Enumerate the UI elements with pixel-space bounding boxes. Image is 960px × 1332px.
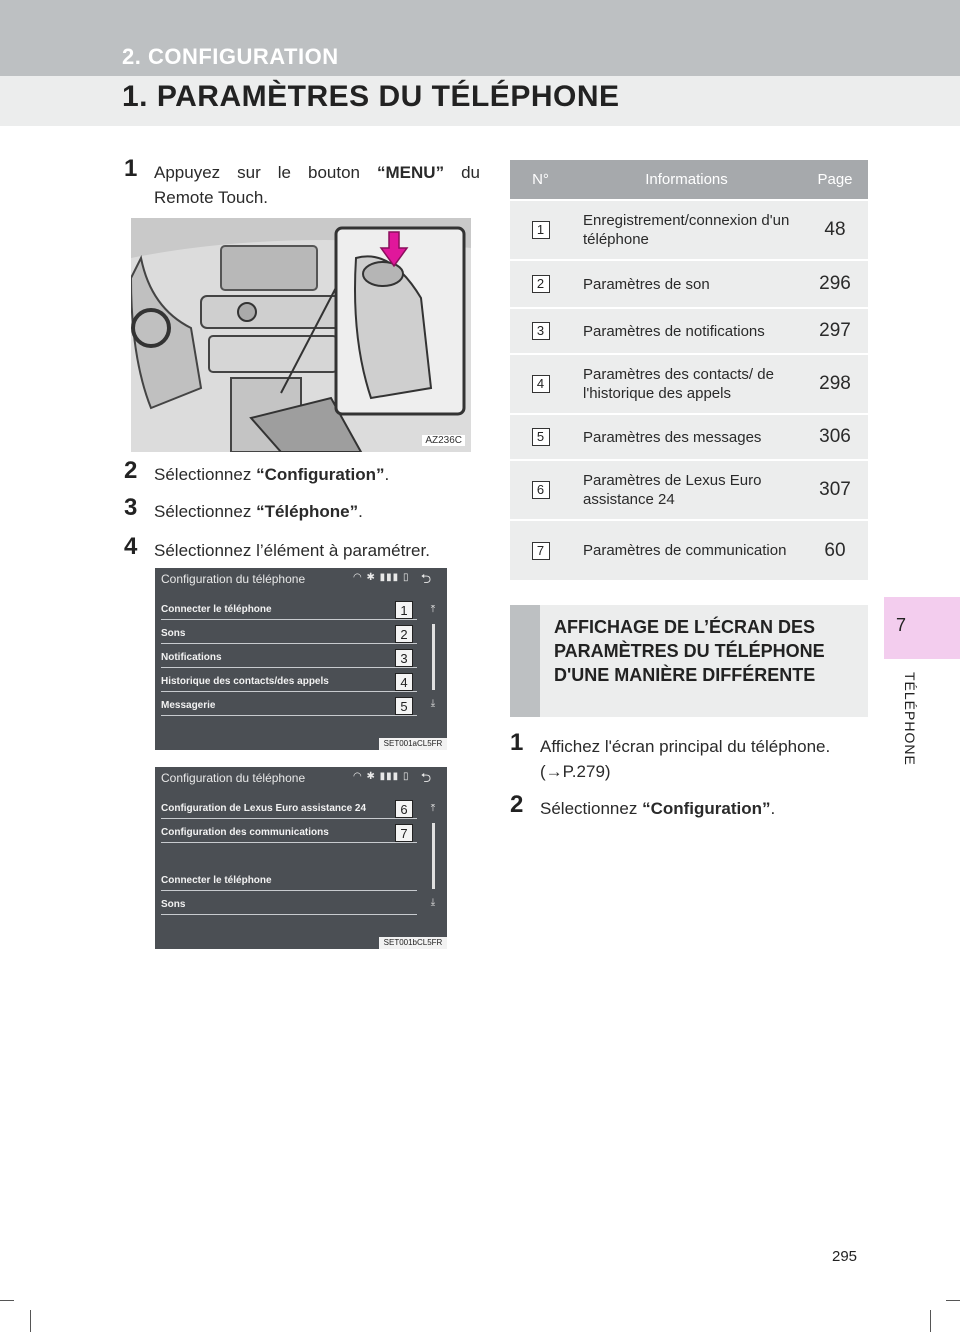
page-number: 295 <box>832 1248 858 1265</box>
settings-table <box>510 160 868 580</box>
crop-mark <box>0 1300 14 1301</box>
menu-item-messaging[interactable]: Messagerie 5 <box>161 698 417 716</box>
menu-item-history[interactable]: Historique des contacts/des appels 4 <box>161 674 417 692</box>
step-1: 1 Appuyez sur le bouton “MENU” du Remote Touch. <box>124 155 480 207</box>
scroll-down-icon[interactable]: ⤓ <box>430 698 436 709</box>
scrollbar[interactable] <box>432 823 435 889</box>
step-3: 3 Sélectionnez “Téléphone”. <box>124 494 363 521</box>
table-row: 5 Paramètres des messages 306 <box>510 414 868 460</box>
header-num: N° <box>510 160 571 200</box>
step-number: 1 <box>124 155 138 182</box>
step-4: 4 Sélectionnez l’élément à paramétrer. <box>124 533 430 560</box>
phone-settings-screen-2 <box>155 767 447 949</box>
alt-step-2: 2 Sélectionnez “Configuration”. <box>510 791 776 818</box>
alt-step-1: 1 Affichez l'écran principal du téléphone. (→P.279) <box>510 729 831 781</box>
crop-mark <box>946 1300 960 1301</box>
menu-item-sounds[interactable]: Sons 2 <box>161 626 417 644</box>
screen-header <box>155 568 447 590</box>
back-icon[interactable]: ⮌ <box>420 571 432 586</box>
menu-item-euro-assistance[interactable]: Configuration de Lexus Euro assistance 24 6 <box>161 801 417 819</box>
crop-mark <box>30 1310 31 1332</box>
menu-item-notifications[interactable]: Notifications 3 <box>161 650 417 668</box>
step-2: 2 Sélectionnez “Configuration”. <box>124 457 390 484</box>
table-row: 2 Paramètres de son 296 <box>510 260 868 308</box>
scroll-up-icon[interactable]: ⤒ <box>430 604 436 615</box>
screen-header <box>155 767 447 789</box>
dashboard-photo <box>131 218 471 452</box>
section-label: 2. CONFIGURATION <box>122 44 339 69</box>
subsection-bar <box>510 605 540 717</box>
header-info: Informations <box>571 160 802 200</box>
menu-item-sounds[interactable]: Sons <box>161 897 417 915</box>
screen-code: SET001aCL5FR <box>379 738 447 750</box>
status-icons: ◠ ✱ ▮▮▮ ▯ <box>353 771 410 782</box>
table-row: 7 Paramètres de communication 60 <box>510 520 868 580</box>
status-icons: ◠ ✱ ▮▮▮ ▯ <box>353 572 410 583</box>
table-row: 6 Paramètres de Lexus Euro assistance 24 307 <box>510 460 868 520</box>
screen-code: SET001bCL5FR <box>379 937 447 949</box>
table-row: 3 Paramètres de notifications 297 <box>510 308 868 354</box>
table-header-row <box>510 160 868 200</box>
phone-settings-screen-1 <box>155 568 447 750</box>
table-row: 1 Enregistrement/connexion d'un téléphone 48 <box>510 200 868 260</box>
menu-item-communications[interactable]: Configuration des communications 7 <box>161 825 417 843</box>
menu-item-connect-phone[interactable]: Connecter le téléphone <box>161 873 417 891</box>
subsection-header <box>510 605 868 717</box>
chapter-label: TÉLÉPHONE <box>902 672 918 766</box>
back-icon[interactable]: ⮌ <box>420 770 432 785</box>
figure-code: AZ236C <box>422 435 465 446</box>
scrollbar[interactable] <box>432 624 435 690</box>
scroll-up-icon[interactable]: ⤒ <box>430 803 436 814</box>
chapter-number: 7 <box>896 615 907 635</box>
page-title: 1. PARAMÈTRES DU TÉLÉPHONE <box>122 80 620 113</box>
screen-title: Configuration du téléphone <box>161 771 306 785</box>
header-page: Page <box>802 160 868 200</box>
table-row: 4 Paramètres des contacts/ de l'historique des appels 298 <box>510 354 868 414</box>
scroll-down-icon[interactable]: ⤓ <box>430 897 436 908</box>
crop-mark <box>930 1310 931 1332</box>
subsection-title: AFFICHAGE DE L’ÉCRAN DES PARAMÈTRES DU TÉLÉPHONE D'UNE MANIÈRE DIFFÉRENTE <box>554 617 825 685</box>
screen-title: Configuration du téléphone <box>161 572 306 586</box>
menu-item-connect-phone[interactable]: Connecter le téléphone 1 <box>161 602 417 620</box>
